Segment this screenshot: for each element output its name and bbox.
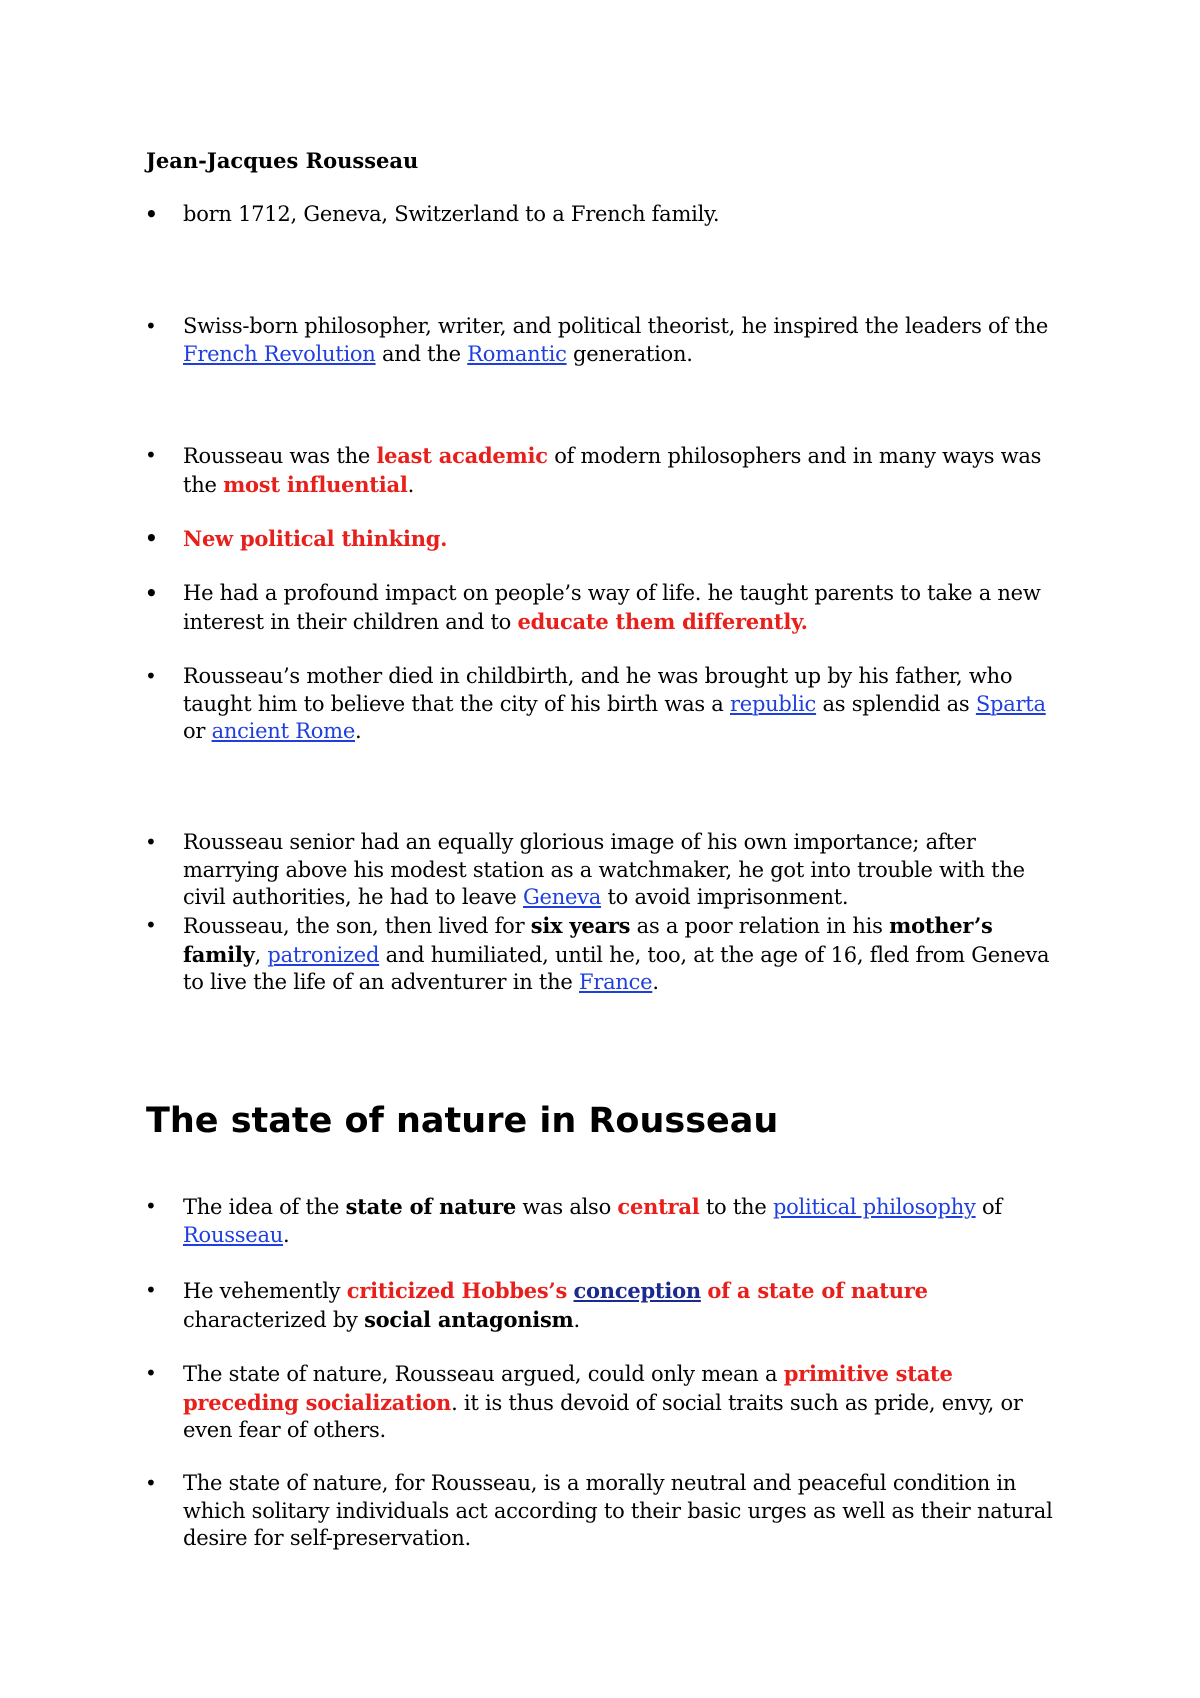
bio-item-birth — [183, 201, 1073, 229]
item-text: generation. — [566, 341, 693, 366]
item-text: as splendid as — [816, 691, 976, 716]
item-text: . — [652, 970, 659, 994]
bio-item-mother — [183, 663, 1073, 746]
document-title: Jean-Jacques Rousseau — [146, 148, 419, 173]
bold-text: state of nature — [345, 1194, 516, 1219]
bio-item-father — [183, 829, 1073, 912]
emphasis-text: least academic — [376, 443, 548, 468]
item-text: and the — [375, 341, 468, 366]
item-text: Rousseau’s mother died in childbirth, and he was brought up by his father, who taught him to believe that the city of his birth was a — [183, 664, 1013, 716]
item-text: The state of nature, for Rousseau, is a morally neutral and peaceful condition in which solitary individuals act according to their basic urges as well as their natural desire for self-preservation. — [183, 1471, 1053, 1550]
item-text: The idea of the — [183, 1195, 346, 1219]
section-heading: The state of nature in Rousseau — [146, 1101, 779, 1141]
item-text: of — [975, 1195, 1002, 1219]
item-text: He vehemently — [183, 1279, 347, 1303]
link-political-philosophy[interactable]: political philosophy — [772, 1195, 976, 1219]
item-text: or — [183, 719, 212, 743]
emphasis-text: most influential — [223, 471, 408, 497]
item-text: born 1712, Geneva, Switzerland to a French family. — [183, 202, 720, 226]
item-text: as a poor relation in his — [630, 914, 890, 938]
item-text: , — [254, 942, 268, 967]
item-text: to avoid imprisonment. — [601, 885, 849, 909]
link-conception[interactable]: conception — [573, 1278, 701, 1303]
link-patronized[interactable]: patronized — [267, 942, 380, 967]
bold-text: social antagonism — [364, 1306, 574, 1332]
link-rousseau[interactable]: Rousseau — [183, 1222, 284, 1247]
link-sparta[interactable]: Sparta — [975, 691, 1046, 716]
link-french-revolution[interactable]: French Revolution — [183, 341, 376, 366]
emphasis-text: primitive state preceding socialization — [183, 1361, 953, 1415]
item-text: was also — [515, 1195, 618, 1219]
item-text: . it is thus devoid of social traits such as pride, envy, or even fear of others. — [183, 1390, 1023, 1442]
item-text: and humiliated, until he, too, at the age of 16, fled from Geneva to live the life of an adventurer in the — [183, 942, 1050, 994]
emphasis-text: central — [617, 1194, 700, 1219]
nature-item-hobbes — [183, 1277, 1073, 1334]
item-text: The state of nature, Rousseau argued, could only mean a — [183, 1362, 784, 1386]
item-text: . — [573, 1307, 580, 1332]
emphasis-text: criticized Hobbes’s — [346, 1278, 568, 1303]
item-text: of modern philosophers and in many ways was the — [183, 444, 1042, 497]
link-romantic[interactable]: Romantic — [467, 341, 567, 366]
bio-item-influence — [183, 313, 1073, 368]
bio-item-impact — [183, 580, 1073, 636]
bold-text: six years — [530, 913, 631, 938]
nature-item-primitive — [183, 1360, 1073, 1445]
link-republic[interactable]: republic — [730, 691, 817, 716]
item-text: Swiss-born philosopher, writer, and political theorist, he inspired the leaders of the — [183, 314, 1049, 338]
bold-text: mother’s family — [183, 913, 993, 967]
link-ancient-rome[interactable]: ancient Rome — [211, 719, 355, 743]
emphasis-text: New political thinking. — [183, 526, 448, 551]
link-geneva[interactable]: Geneva — [523, 885, 602, 909]
bio-item-son — [183, 912, 1073, 997]
item-text: Rousseau senior had an equally glorious image of his own importance; after marrying above his modest station as a watchmaker, he got into trouble with the civil authorities, he had to leave — [183, 830, 1025, 909]
emphasis-text: of a state of nature — [707, 1278, 928, 1303]
item-text: . — [283, 1222, 290, 1247]
item-text: to the — [699, 1195, 773, 1219]
item-text: Rousseau was the — [183, 444, 377, 468]
nature-item-central — [183, 1193, 1073, 1249]
item-text: . — [355, 719, 362, 743]
bio-item-new-thinking — [183, 525, 1073, 554]
item-text: He had a profound impact on people’s way of life. he taught parents to take a new interest in their children and to — [183, 581, 1041, 634]
item-text: characterized by — [183, 1307, 365, 1332]
item-text: . — [407, 472, 414, 497]
emphasis-text: educate them differently. — [517, 608, 808, 634]
link-france[interactable]: France — [579, 970, 653, 994]
bio-item-least-academic — [183, 442, 1073, 499]
nature-item-neutral — [183, 1470, 1073, 1553]
item-text: Rousseau, the son, then lived for — [183, 914, 531, 938]
